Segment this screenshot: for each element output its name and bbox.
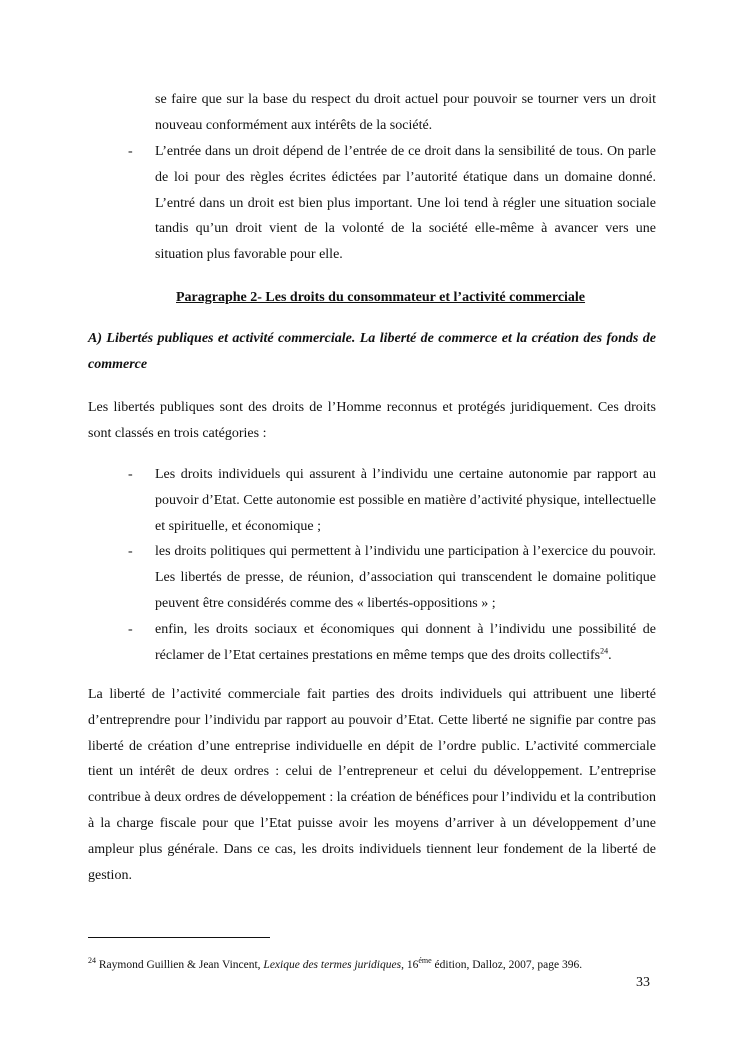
footnote-edition: , 16: [401, 959, 419, 971]
list-item-end: .: [608, 647, 612, 663]
subsection-heading: A) Libertés publiques et activité commerciale. La liberté de commerce et la création des fonds de commerce: [88, 331, 656, 372]
list-item: [88, 139, 656, 268]
list-item-text: Les droits individuels qui assurent à l’individu une certaine autonomie par rapport au pouvoir d’Etat. Cette autonomie est possible en matière d’activité physique, intellectuelle et spirituelle, et économique ;: [155, 467, 656, 534]
list-item: [88, 617, 656, 669]
list-item-text: enfin, les droits sociaux et économiques qui donnent à l’individu une possibilité de réclamer de l’Etat certaines prestations en même temps que des droits collectifs: [155, 621, 656, 663]
intro-paragraph: Les libertés publiques sont des droits de l’Homme reconnus et protégés juridiquement. Ces droits sont classés en trois catégories :: [88, 400, 656, 441]
section-heading: Paragraphe 2- Les droits du consommateur et l’activité commerciale: [176, 290, 586, 305]
bullet-dash: -: [128, 144, 133, 159]
list-item: [88, 462, 656, 539]
footnote: [88, 957, 582, 973]
footnote-title: Lexique des termes juridiques: [263, 959, 402, 971]
footnote-reference[interactable]: 24: [600, 645, 609, 655]
bullet-dash: -: [128, 467, 133, 482]
bullet-dash: -: [128, 621, 133, 637]
list-item-text: les droits politiques qui permettent à l’individu une participation à l’exercice du pouvoir. Les libertés de presse, de réunion, d’association qui transcendent le domaine politique peuvent être considérés comme des « libertés-oppositions » ;: [155, 544, 656, 611]
main-paragraph: La liberté de l’activité commerciale fait parties des droits individuels qui attribuent une liberté d’entreprendre pour l’individu par rapport au pouvoir d’Etat. Cette liberté ne signifie par contre pas liberté de création d’une entreprise individuelle en dépit de l’ordre public. L’activité commerciale tient un intérêt de deux ordres : celui de l’entrepreneur et celui du développement. L’entreprise contribue à deux ordres de développement : la création de bénéfices pour l’individu et la contribution à la charge fiscale pour que l’Etat puisse avoir les moyens d’arriver à un développement d’une ampleur plus générale. Dans ce cas, les droits individuels tiennent leur fondement de la liberté de gestion.: [88, 687, 656, 883]
rights-bullet-list: [88, 462, 656, 668]
footnote-divider: [88, 937, 270, 938]
continuation-text: se faire que sur la base du respect du droit actuel pour pouvoir se tourner vers un droit nouveau conformément aux intérêts de la société.: [155, 92, 656, 133]
footnote-number: 24: [88, 956, 96, 966]
page-number: 33: [636, 975, 650, 990]
footnote-authors: Raymond Guillien & Jean Vincent,: [98, 959, 264, 971]
footnote-rest: édition, Dalloz, 2007, page 396.: [431, 959, 583, 971]
list-item-text: L’entrée dans un droit dépend de l’entrée de ce droit dans la sensibilité de tous. On parle de loi pour des règles écrites édictées par l’autorité étatique dans un domaine donné. L’entré dans un droit est bien plus important. Une loi tend à régler une situation sociale tandis qu’un droit vient de la volonté de la société elle-même à avancer vers une situation plus favorable pour elle.: [155, 144, 656, 263]
list-item: [88, 539, 656, 616]
footnote-edition-suffix: éme: [418, 956, 432, 966]
bullet-dash: -: [128, 544, 133, 560]
top-bullet-list: [88, 139, 656, 268]
